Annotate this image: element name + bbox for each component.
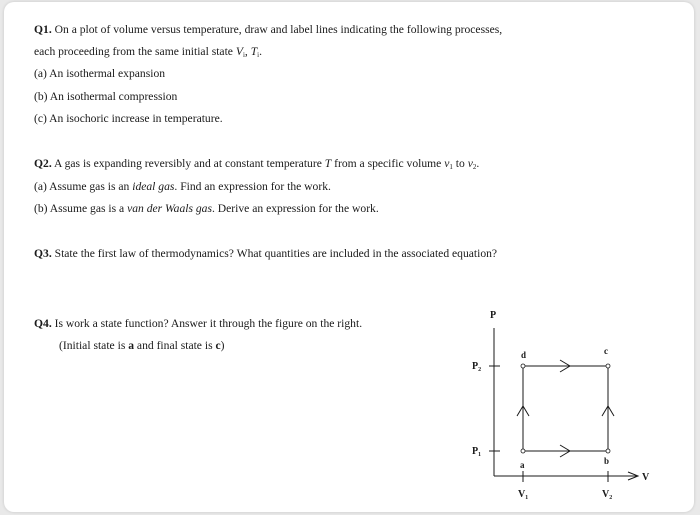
v1-label: V₁ <box>518 489 529 500</box>
q1-text: On a plot of volume versus temperature, draw and label lines indicating the following processes, <box>54 23 503 36</box>
q4-note-mid: and final state is <box>134 339 216 352</box>
state-b-point <box>606 449 610 453</box>
state-d-point <box>521 364 525 368</box>
q2-sub-2: 2 <box>472 163 477 171</box>
v2-label: V₂ <box>602 489 613 500</box>
q2-var-v2: v <box>467 157 473 170</box>
q4-note-end: ) <box>220 339 225 352</box>
v-axis-label: V <box>642 472 650 483</box>
q1-end: . <box>259 45 262 58</box>
q2-text-to: to <box>452 157 468 170</box>
q2-b-post: . Derive an expression for the work. <box>211 202 379 215</box>
q3-text: State the first law of thermodynamics? What quantities are included in the associated equation? <box>51 247 498 260</box>
q2-a-pre: (a) Assume gas is an <box>34 180 133 193</box>
state-c-point <box>606 364 610 368</box>
q2-var-t: T <box>324 157 332 170</box>
q2-label: Q2. <box>34 157 52 170</box>
q1-line2-text: each proceeding from the same initial state <box>34 45 236 58</box>
q2-a-em: ideal gas <box>132 180 175 193</box>
q4-note-c: c <box>215 339 221 352</box>
q4-note-pre: (Initial state is <box>59 339 129 352</box>
q1-item-b: (b) An isothermal compression <box>34 90 178 103</box>
q2-sub-1: 1 <box>449 163 453 171</box>
q2-var-v1: v <box>444 157 450 170</box>
state-b-label: b <box>604 456 610 466</box>
document-page <box>4 2 694 512</box>
pv-diagram <box>4 2 694 512</box>
q2-a-post: . Find an expression for the work. <box>174 180 331 193</box>
p2-label: P₂ <box>472 361 482 372</box>
state-d-label: d <box>521 350 527 360</box>
q1-sub-i: i <box>242 51 245 59</box>
q2-b-em: van der Waals gas <box>127 202 212 215</box>
q1-sep: , <box>244 45 251 58</box>
state-a-point <box>521 449 525 453</box>
q1-sub-i-2: i <box>257 51 260 59</box>
q1-var-t: T <box>250 45 258 58</box>
p1-label: P₁ <box>472 446 482 457</box>
q4-label: Q4. <box>34 317 52 330</box>
q2-text-mid: from a specific volume <box>331 157 445 170</box>
q3-label: Q3. <box>34 247 52 260</box>
q2-b-pre: (b) Assume gas is a <box>34 202 128 215</box>
q4-note-a: a <box>128 339 135 352</box>
p-axis-label: P <box>490 310 497 321</box>
q4-text: Is work a state function? Answer it through the figure on the right. <box>51 317 363 330</box>
state-c-label: c <box>604 346 608 356</box>
q1-item-c: (c) An isochoric increase in temperature. <box>34 112 223 125</box>
q1-item-a: (a) An isothermal expansion <box>34 67 166 80</box>
q1-label: Q1. <box>34 23 52 36</box>
q1-var-v: V <box>235 45 243 58</box>
q2-end: . <box>476 157 480 170</box>
q2-text-pre: A gas is expanding reversibly and at constant temperature <box>51 157 325 170</box>
state-a-label: a <box>520 460 525 470</box>
